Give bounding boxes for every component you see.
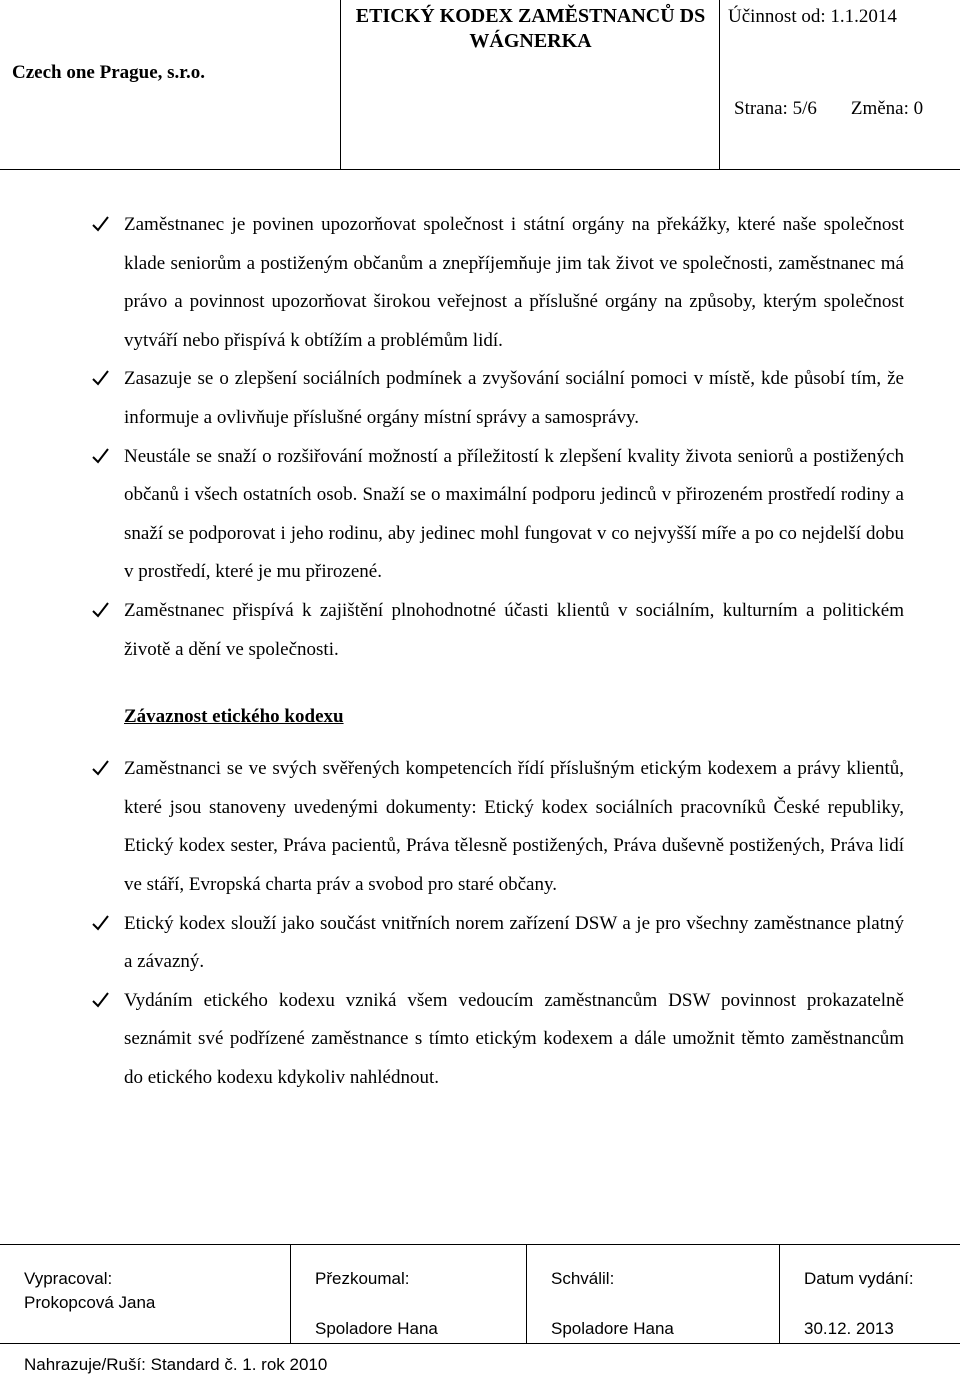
effective-date: Účinnost od: 1.1.2014 bbox=[728, 6, 897, 27]
replaces-note: Nahrazuje/Ruší: Standard č. 1. rok 2010 bbox=[24, 1355, 328, 1374]
document-body bbox=[92, 206, 904, 1097]
document-footer bbox=[0, 1244, 960, 1397]
issued-label: Datum vydání: bbox=[804, 1269, 914, 1288]
footer-prepared-cell bbox=[0, 1245, 291, 1344]
page-number: Strana: 5/6 bbox=[734, 98, 817, 119]
checkmark-icon bbox=[92, 360, 114, 398]
footer-signature-row bbox=[0, 1245, 960, 1344]
footer-reviewed-cell bbox=[291, 1245, 527, 1344]
list-item: Etický kodex slouží jako součást vnitřních norem zařízení DSW a je pro všechny zaměstnance platný a závazný. bbox=[92, 905, 904, 982]
approved-label: Schválil: bbox=[551, 1269, 615, 1288]
header-company-cell bbox=[0, 0, 341, 170]
list-item: Zaměstnanec je povinen upozorňovat společnost i státní orgány na překážky, které naše společnost klade seniorům a postiženým občanům a znepříjemňuje jim tak život ve společnosti, zaměstnanec má právo a povinnost upozorňovat širokou veřejnost a příslušné orgány na způsoby, kterým společnost vytváří nebo přispívá k obtížím a problémům lidí. bbox=[92, 206, 904, 360]
reviewed-value: Spoladore Hana bbox=[315, 1319, 438, 1338]
checkmark-icon bbox=[92, 206, 114, 244]
company-name: Czech one Prague, s.r.o. bbox=[12, 62, 205, 83]
document-header bbox=[0, 0, 960, 170]
checkmark-icon bbox=[92, 750, 114, 788]
list-item: Neustále se snaží o rozšiřování možností a příležitostí k zlepšení kvality života seniorů a postižených občanů i všech ostatních osob. Snaží se o maximální podporu jedinců v přirozeném prostředí rodiny a snaží se podporovat i jeho rodinu, aby jedinec mohl fungovat v co nejvyšší míře a po co nejdelší dobu v prostředí, které je mu přirozené. bbox=[92, 438, 904, 592]
list-item: Zaměstnanci se ve svých svěřených kompetencích řídí příslušným etickým kodexem a právy klientů, které jsou stanoveny uvedenými dokumenty: Etický kodex sociálních pracovníků České republiky, Etický kodex sester, Práva pacientů, Práva tělesně postižených, Práva duševně postižených, Práva lidí ve stáří, Evropská charta práv a svobod pro staré občany. bbox=[92, 750, 904, 904]
approved-value: Spoladore Hana bbox=[551, 1319, 674, 1338]
change-number: Změna: 0 bbox=[850, 98, 924, 119]
checkmark-icon bbox=[92, 982, 114, 1020]
footer-approved-cell bbox=[527, 1245, 780, 1344]
issued-value: 30.12. 2013 bbox=[804, 1319, 894, 1338]
prepared-value: Prokopcová Jana bbox=[24, 1293, 156, 1312]
header-title-cell bbox=[341, 0, 720, 170]
reviewed-label: Přezkoumal: bbox=[315, 1269, 410, 1288]
list-item: Zaměstnanec přispívá k zajištění plnohodnotné účasti klientů v sociálním, kulturním a politickém životě a dění ve společnosti. bbox=[92, 592, 904, 669]
section-heading: Závaznost etického kodexu bbox=[124, 706, 344, 728]
list-item: Zasazuje se o zlepšení sociálních podmínek a zvyšování sociální pomoci v místě, kde působí tím, že informuje a ovlivňuje příslušné orgány místní správy a samosprávy. bbox=[92, 360, 904, 437]
footer-issued-cell bbox=[780, 1245, 960, 1344]
checkmark-icon bbox=[92, 592, 114, 630]
header-info-cell bbox=[720, 0, 960, 170]
checkmark-icon bbox=[92, 905, 114, 943]
prepared-label: Vypracoval: bbox=[24, 1269, 113, 1288]
document-title: ETICKÝ KODEX ZAMĚSTNANCŮ DS WÁGNERKA bbox=[355, 5, 706, 52]
checkmark-icon bbox=[92, 438, 114, 476]
list-item: Vydáním etického kodexu vzniká všem vedoucím zaměstnancům DSW povinnost prokazatelně seznámit své podřízené zaměstnance s tímto etickým kodexem a dále umožnit těmto zaměstnancům do etického kodexu kdykoliv nahlédnout. bbox=[92, 982, 904, 1098]
page-info bbox=[734, 98, 923, 120]
